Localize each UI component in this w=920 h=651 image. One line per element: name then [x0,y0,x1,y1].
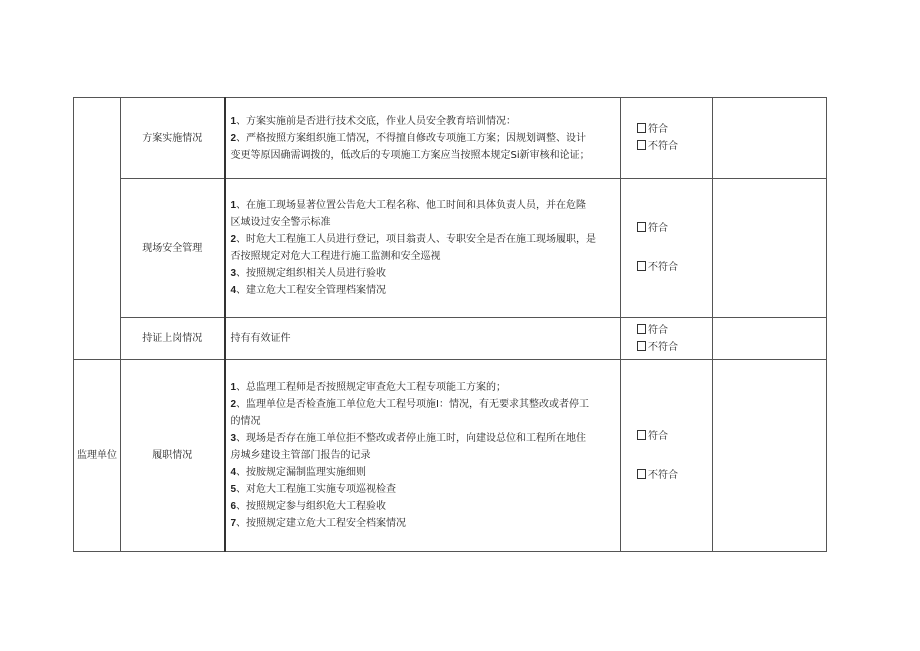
option-pass[interactable]: 符合 [637,322,712,339]
content-cell [225,179,621,318]
checkbox-icon[interactable] [637,324,646,334]
remark-cell[interactable] [713,179,827,318]
inspection-table [73,97,827,552]
content-cell [225,360,621,552]
inspection-table-sheet [73,97,826,552]
content-line: 2、严格按照方案组织施工情况，不得擅自修改专项施工方案；因规划调整、设计 [230,132,587,144]
content-line: 7、按照规定建立危大工程安全档案情况 [230,518,407,529]
checkbox-icon[interactable] [637,222,646,232]
item-cell: 持证上岗情况 [121,318,225,360]
option-pass[interactable]: 符合 [637,428,712,445]
content-cell [225,98,621,179]
content-cell [225,318,621,360]
content-line: 6、按照规定参与组织危大工程验收 [230,501,387,512]
table-row [74,98,827,179]
table-row [74,360,827,552]
result-cell [621,179,713,318]
checkbox-icon[interactable] [637,261,646,271]
content-line: 持有有效证件 [230,333,291,344]
option-fail[interactable]: 不符合 [637,138,712,155]
item-cell: 现场安全管理 [121,179,225,318]
option-pass[interactable]: 符合 [637,220,712,237]
content-line: 4、建立危大工程安全管理档案情况 [230,285,387,296]
checkbox-icon[interactable] [637,341,646,351]
content-line: 2、监理单位是否检查施工单位危大工程号项施I：情况，有无要求其整改或者停工 [230,399,590,410]
content-line: 否按照规定对危大工程进行施工监测和安全巡视 [230,251,441,262]
remark-cell[interactable] [713,318,827,360]
unit-cell: 监理单位 [74,360,121,552]
result-cell [621,360,713,552]
content-line: 5、对危大工程施工实施专项巡视检查 [230,484,397,495]
content-line: 2、时危大工程施工人员进行登记，项目翁责人、专职安全是否在施工现场履职，是 [230,234,597,245]
table-row [74,318,827,360]
checkbox-icon[interactable] [637,469,646,479]
content-line: 区域设过安全警示标准 [230,217,331,228]
option-pass[interactable]: 符合 [637,121,712,138]
content-line: 1、在施工现场显著位置公告危大工程名称、他工时间和具体负责人员，并在危隆 [230,200,587,211]
table-row [74,179,827,318]
result-cell [621,318,713,360]
content-line: 变更等原因确需调拨的，低改后的专项施工方案应当按照本规定Si新审核和论证； [230,149,590,161]
checkbox-icon[interactable] [637,430,646,440]
item-cell: 方案实施情况 [121,98,225,179]
content-line: 1、方案实施前是否进行技术交底，作业人员安全教育培训情况： [230,115,517,127]
option-fail[interactable]: 不符合 [637,259,712,276]
content-line: 房城乡建设主管部门报告的记录 [230,450,371,461]
content-line: 3、按照规定组织相关人员进行验收 [230,268,387,279]
checkbox-icon[interactable] [637,123,646,133]
checkbox-icon[interactable] [637,140,646,150]
item-cell: 履职情况 [121,360,225,552]
remark-cell[interactable] [713,360,827,552]
remark-cell[interactable] [713,98,827,179]
content-line: 1、总监理工程师是否按照规定审查危大工程专项能工方案的； [230,382,507,393]
content-line: 3、现场是否存在施工单位拒不整改或者停止施工时，向建设总位和工程所在地住 [230,433,587,444]
option-fail[interactable]: 不符合 [637,467,712,484]
unit-cell-blank [74,98,121,360]
content-line: 4、按胺规定漏制监理实施细则 [230,467,367,478]
result-cell [621,98,713,179]
option-fail[interactable]: 不符合 [637,339,712,356]
content-line: 的情况 [230,416,261,427]
